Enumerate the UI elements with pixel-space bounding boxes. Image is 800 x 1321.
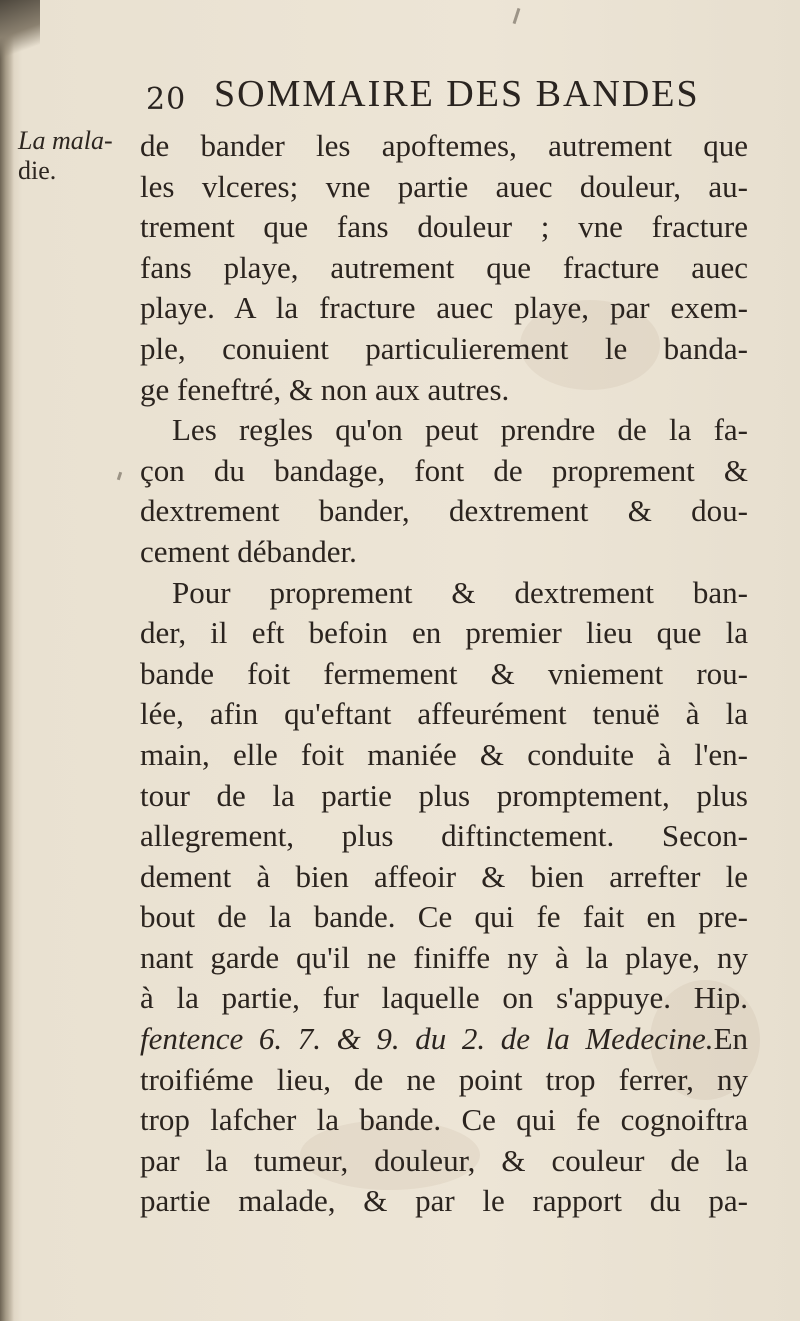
text-line: playe. A la fracture auec playe, par exem- xyxy=(140,290,748,326)
text-line xyxy=(140,1019,748,1060)
marginal-note-line: La mala- xyxy=(18,126,113,155)
marginal-note-line: die. xyxy=(18,156,57,185)
text-line: cement débander. xyxy=(140,533,357,569)
text-line: de bander les apoftemes, autrement que xyxy=(140,128,748,163)
text-line: partie malade, & par le rapport du pa- xyxy=(140,1183,748,1219)
text-line: dement à bien affeoir & bien arrefter le xyxy=(140,858,748,894)
text-line: bande foit fermement & vniement rou- xyxy=(140,655,748,691)
citation-italic: fentence 6. 7. & 9. du 2. de la Medecine. xyxy=(140,1021,714,1057)
marginal-note xyxy=(18,126,138,186)
text-line: Pour proprement & dextrement ban- xyxy=(172,574,748,610)
text-line: allegrement, plus diftinctement. Secon- xyxy=(140,818,748,854)
text-line: der, il eft befoin en premier lieu que la xyxy=(140,615,748,651)
ink-smudge xyxy=(117,472,122,481)
citation-roman: En xyxy=(713,1021,748,1057)
text-line: çon du bandage, font de proprement & xyxy=(140,452,748,488)
text-line: tour de la partie plus promptement, plus xyxy=(140,777,748,813)
text-line: main, elle foit maniée & conduite à l'en- xyxy=(140,736,748,772)
text-line: les vlceres; vne partie auec douleur, au- xyxy=(140,168,748,204)
text-line: à la partie, fur laquelle on s'appuye. Hip. xyxy=(140,980,748,1016)
body-text xyxy=(140,126,748,1222)
page-header xyxy=(146,72,746,128)
ink-smudge xyxy=(513,8,521,24)
binding-edge xyxy=(0,0,14,1321)
text-line: troifiéme lieu, de ne point trop ferrer, ny xyxy=(140,1061,748,1097)
text-line: fans playe, autrement que fracture auec xyxy=(140,249,748,285)
text-line: par la tumeur, douleur, & couleur de la xyxy=(140,1142,748,1178)
page-number: 20 xyxy=(146,82,187,117)
text-line: trop lafcher la bande. Ce qui fe cognoiftra xyxy=(140,1102,748,1138)
text-line: Les regles qu'on peut prendre de la fa- xyxy=(172,412,748,448)
ink-corner-mark xyxy=(0,0,40,70)
text-line: ge feneftré, & non aux autres. xyxy=(140,371,510,407)
text-line: nant garde qu'il ne finiffe ny à la playe, ny xyxy=(140,939,748,975)
running-title: SOMMAIRE DES BANDES xyxy=(214,73,700,115)
text-line: bout de la bande. Ce qui fe fait en pre- xyxy=(140,899,748,935)
text-line: ple, conuient particulierement le banda- xyxy=(140,330,748,366)
text-line: dextrement bander, dextrement & dou- xyxy=(140,493,748,529)
text-line: trement que fans douleur ; vne fracture xyxy=(140,209,748,245)
text-line: lée, afin qu'eftant affeurément tenuë à la xyxy=(140,696,748,732)
